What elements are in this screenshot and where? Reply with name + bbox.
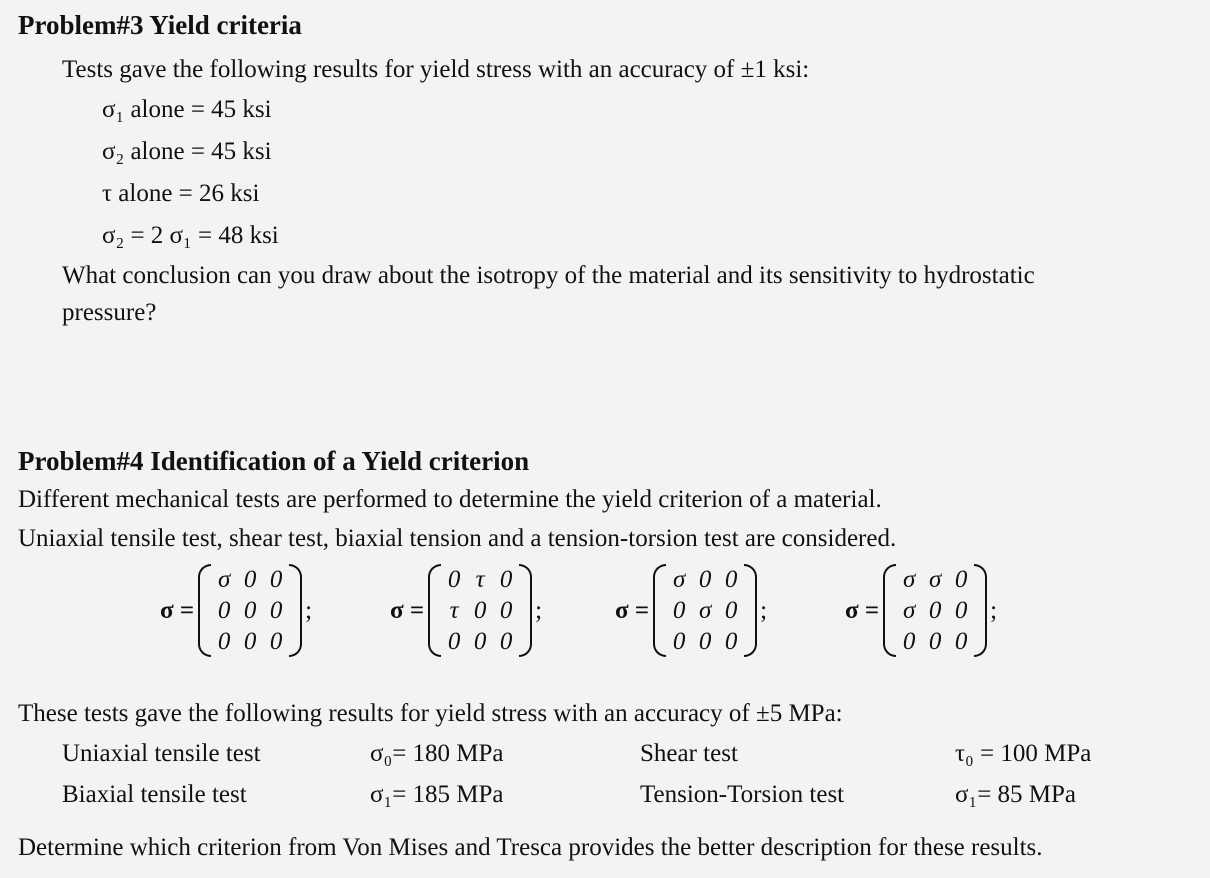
- problem4-intro-line2: Uniaxial tensile test, shear test, biaxial tension and a tension-torsion test are considered.: [18, 525, 897, 552]
- matrix-cell: 0: [928, 596, 942, 624]
- stress-matrix: [198, 564, 302, 657]
- matrix-cell: 0: [243, 596, 257, 624]
- test-name: Shear test: [640, 740, 738, 767]
- stress-tensor-biaxial: [615, 564, 767, 657]
- matrix-cell: 0: [269, 627, 283, 655]
- test-value: τ₀ = 100 MPa: [955, 740, 1092, 767]
- matrix-cell: τ: [475, 565, 485, 593]
- test-name: Uniaxial tensile test: [62, 740, 261, 767]
- stress-tensor-shear: [390, 564, 542, 657]
- matrix-cell: 0: [269, 565, 283, 593]
- matrix-cell: 0: [902, 627, 916, 655]
- matrix-cell: 0: [724, 596, 738, 624]
- problem3-question-line1: What conclusion can you draw about the isotropy of the material and its sensitivity to hydrostatic: [62, 262, 1035, 289]
- problem4-intro-line1: Different mechanical tests are performed to determine the yield criterion of a material.: [18, 486, 882, 513]
- stress-tensor-tension-torsion: [845, 564, 997, 657]
- matrix-cell: 0: [473, 596, 487, 624]
- matrix-cell: 0: [724, 627, 738, 655]
- matrix-cell: σ: [928, 565, 942, 593]
- test-name: Biaxial tensile test: [62, 781, 247, 808]
- test-value: σ₁= 85 MPa: [955, 781, 1077, 808]
- matrix-separator: ;: [990, 596, 998, 624]
- problem3-question-line2: pressure?: [62, 299, 157, 326]
- stress-matrix: [883, 564, 987, 657]
- matrix-cell: 0: [447, 627, 461, 655]
- matrix-cell: σ: [902, 596, 916, 624]
- matrix-cell: 0: [724, 565, 738, 593]
- matrix-lhs: σ =: [390, 596, 425, 624]
- problem3-result: σ₂ alone = 45 ksi: [102, 138, 272, 165]
- matrix-cell: 0: [928, 627, 942, 655]
- matrix-cell: 0: [499, 627, 513, 655]
- matrix-cell: σ: [698, 596, 712, 624]
- matrix-cell: σ: [902, 565, 916, 593]
- matrix-cell: 0: [954, 596, 968, 624]
- matrix-cell: τ: [449, 596, 459, 624]
- matrix-cell: 0: [672, 596, 686, 624]
- matrix-cell: σ: [672, 565, 686, 593]
- matrix-cell: 0: [217, 596, 231, 624]
- problem3-intro: Tests gave the following results for yield stress with an accuracy of ±1 ksi:: [62, 56, 810, 83]
- matrix-cell: 0: [243, 627, 257, 655]
- test-value: σ₀= 180 MPa: [370, 740, 504, 767]
- matrix-cell: 0: [698, 627, 712, 655]
- problem3-heading: Problem#3 Yield criteria: [18, 10, 302, 40]
- matrix-lhs: σ =: [160, 596, 195, 624]
- problem3-result: σ₂ = 2 σ₁ = 48 ksi: [102, 222, 279, 249]
- matrix-separator: ;: [305, 596, 313, 624]
- problem3-result: σ₁ alone = 45 ksi: [102, 96, 272, 123]
- problem4-question: Determine which criterion from Von Mises and Tresca provides the better description for these results.: [18, 834, 1043, 861]
- matrix-cell: 0: [269, 596, 283, 624]
- matrix-separator: ;: [535, 596, 543, 624]
- matrix-lhs: σ =: [615, 596, 650, 624]
- matrix-cell: 0: [243, 565, 257, 593]
- matrix-lhs: σ =: [845, 596, 880, 624]
- matrix-separator: ;: [760, 596, 768, 624]
- matrix-cell: 0: [473, 627, 487, 655]
- matrix-cell: 0: [499, 596, 513, 624]
- problem4-results-intro: These tests gave the following results for yield stress with an accuracy of ±5 MPa:: [18, 700, 843, 727]
- matrix-cell: σ: [217, 565, 231, 593]
- matrix-cell: 0: [698, 565, 712, 593]
- test-value: σ₁= 185 MPa: [370, 781, 504, 808]
- test-name: Tension-Torsion test: [640, 781, 845, 808]
- stress-tensor-uniaxial: [160, 564, 312, 657]
- stress-matrix: [428, 564, 532, 657]
- matrix-cell: 0: [447, 565, 461, 593]
- problem4-heading: Problem#4 Identification of a Yield criterion: [18, 446, 530, 476]
- matrix-cell: 0: [217, 627, 231, 655]
- matrix-cell: 0: [954, 627, 968, 655]
- matrix-cell: 0: [954, 565, 968, 593]
- matrix-cell: 0: [499, 565, 513, 593]
- problem3-result: τ alone = 26 ksi: [102, 180, 260, 207]
- matrix-cell: 0: [672, 627, 686, 655]
- stress-matrix: [653, 564, 757, 657]
